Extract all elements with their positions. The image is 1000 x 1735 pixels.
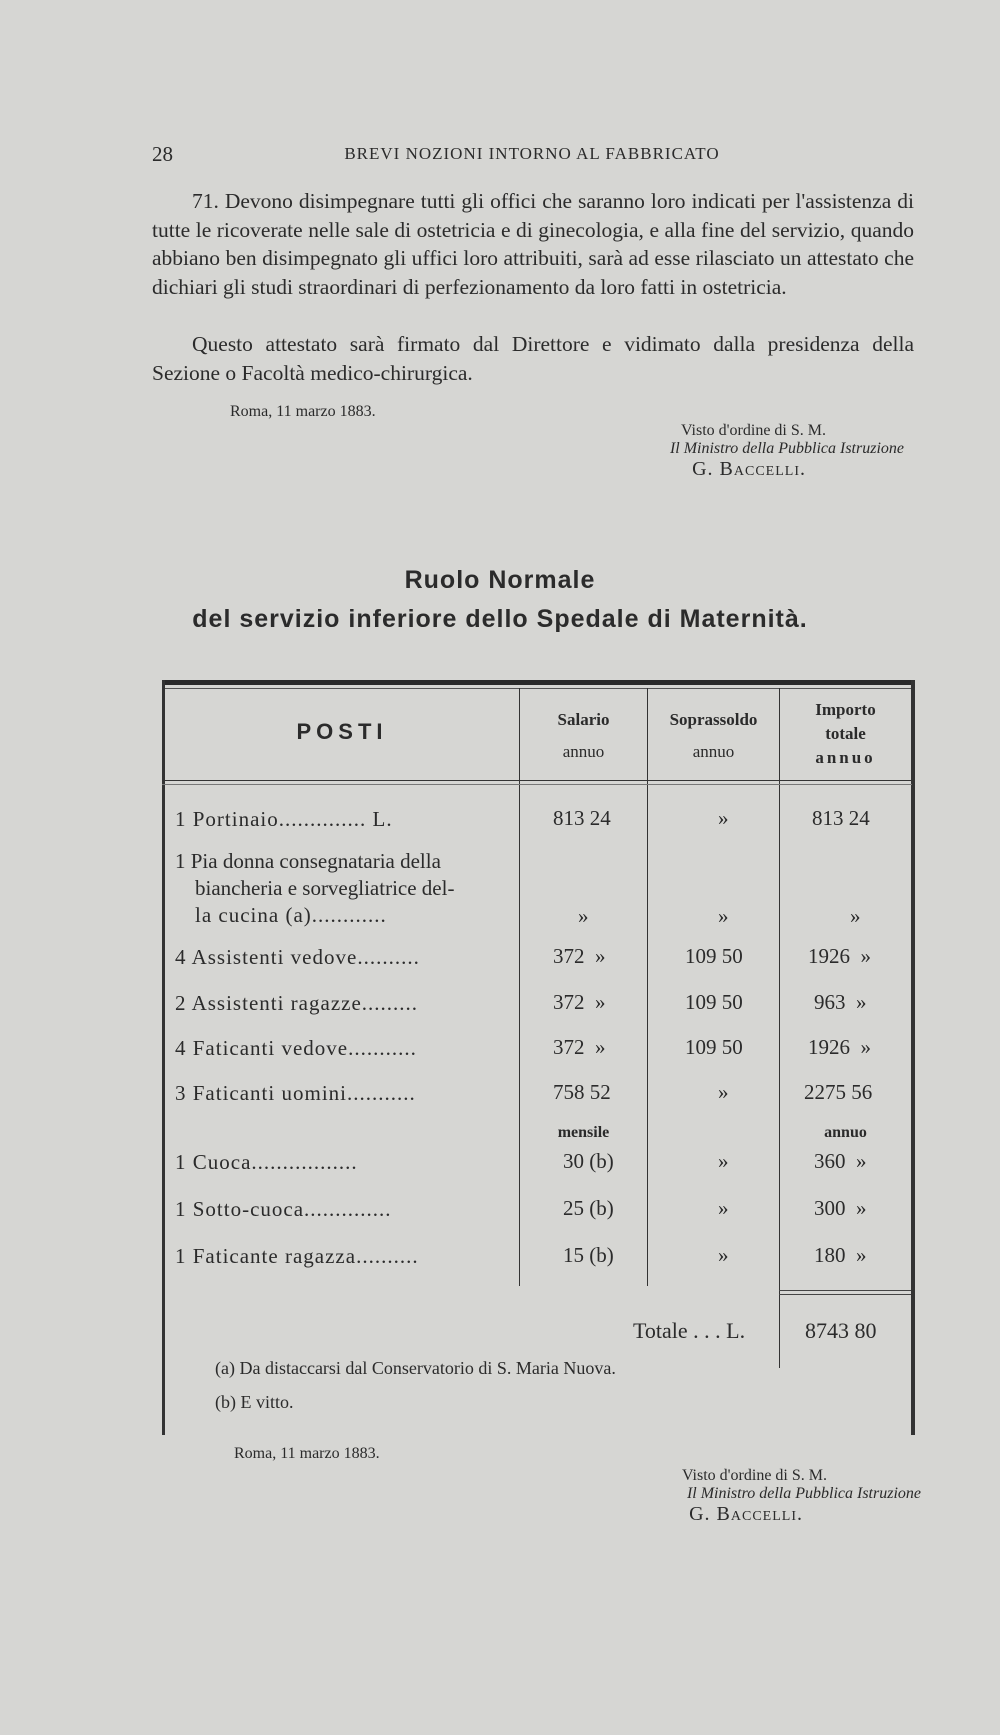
row-importo: 300 » [814,1196,867,1220]
row-salario: 30 (b) [563,1149,614,1173]
signature-name: G. Baccelli. [689,1503,803,1525]
signature-date: Roma, 11 marzo 1883. [234,1445,380,1462]
row-desc-line: biancheria e sorvegliatrice del- [195,876,455,900]
row-desc: 1 Portinaio.............. L. [175,807,393,831]
header-soprassoldo [648,708,779,764]
paragraph-text: Questo attestato sarà firmato dal Direttore e vidimato dalla presidenza della Sezione o Facoltà medico-chirurgica. [152,332,914,385]
running-title: BREVI NOZIONI INTORNO AL FABBRICATO [344,144,720,163]
row-soprassoldo: 109 50 [685,944,743,968]
header-importo-line: Importo [815,700,876,719]
header-posti: POSTI [296,719,388,744]
subheading-annuo: annuo [824,1124,867,1141]
row-desc: 1 Cuoca................. [175,1150,358,1174]
row-importo: » [850,904,861,928]
page-header [152,142,912,172]
header-soprassoldo-line: annuo [692,742,735,761]
row-desc: 1 Sotto-cuoca.............. [175,1197,392,1221]
header-importo-line: totale [825,724,866,743]
page-number: 28 [152,142,173,166]
footnote-a: (a) Da distaccarsi dal Conservatorio di S. Maria Nuova. [215,1358,616,1378]
row-soprassoldo: » [718,1149,729,1173]
signature-name: G. Baccelli. [692,458,806,480]
column-divider [647,688,648,1286]
subheading-mensile: mensile [557,1124,610,1141]
signature-line-ministro: Il Ministro della Pubblica Istruzione [669,440,904,457]
row-desc: 4 Faticanti vedove........... [175,1036,417,1060]
table-subtitle: del servizio inferiore dello Spedale di Maternità. [192,605,808,633]
column-divider [519,688,520,1286]
total-rule [779,1290,911,1291]
signature-block [682,1467,921,1526]
column-divider [779,688,780,1368]
row-salario: » [578,904,589,928]
header-salario-line: annuo [562,742,605,761]
signature-block [670,422,904,481]
row-salario: 372 » [553,990,606,1014]
table-right-border [911,680,915,1435]
row-importo: 360 » [814,1149,867,1173]
row-salario: 813 24 [553,806,611,830]
header-rule-thin [162,784,912,785]
row-importo: 1926 » [808,1035,871,1059]
header-salario [520,708,647,764]
header-soprassoldo-line: Soprassoldo [669,710,758,729]
paragraph-text: 71. Devono disimpegnare tutti gli offici che saranno loro indicati per l'assistenza di tutte le ricoverate nelle sale di ostetricia e di ginecologia, e alla fine del servizio, quando abbiano ben disimpegnato gli uffici loro attribuiti, sarà ad esse rilasciato un attestato che dichiari gli studi straordinari di perfezionamento da loro fatti in ostetricia. [152,189,914,299]
table-top-rule [162,680,914,685]
total-rule-thin [779,1294,911,1295]
row-salario: 372 » [553,1035,606,1059]
row-soprassoldo: 109 50 [685,1035,743,1059]
row-salario: 758 52 [553,1080,611,1104]
table-top-rule-thin [162,688,914,689]
row-importo: 1926 » [808,944,871,968]
row-importo: 963 » [814,990,867,1014]
row-salario: 372 » [553,944,606,968]
total-value: 8743 80 [805,1318,877,1343]
paragraph-71 [152,187,914,301]
total-label: Totale . . . L. [633,1318,746,1343]
row-importo: 2275 56 [804,1080,873,1104]
table-title: Ruolo Normale [404,566,596,594]
header-rule [162,780,912,781]
row-soprassoldo: » [718,904,729,928]
row-desc: 4 Assistenti vedove.......... [175,945,420,969]
row-desc: 1 Faticante ragazza.......... [175,1244,419,1268]
row-desc-line: 1 Pia donna consegnataria della [175,849,441,873]
header-importo [780,698,911,770]
row-soprassoldo: » [718,806,729,830]
signature-date: Roma, 11 marzo 1883. [230,403,376,420]
header-importo-line: annuo [815,748,876,767]
row-importo: 180 » [814,1243,867,1267]
row-desc: 2 Assistenti ragazze......... [175,991,419,1015]
row-soprassoldo: 109 50 [685,990,743,1014]
table-left-border [162,680,165,1435]
row-soprassoldo: » [718,1243,729,1267]
row-desc: 3 Faticanti uomini........... [175,1081,416,1105]
signature-line-visto: Visto d'ordine di S. M. [680,422,826,439]
signature-line-ministro: Il Ministro della Pubblica Istruzione [686,1485,921,1502]
row-salario: 15 (b) [563,1243,614,1267]
row-salario: 25 (b) [563,1196,614,1220]
row-desc-line: la cucina (a)............ [195,903,387,927]
row-soprassoldo: » [718,1196,729,1220]
row-soprassoldo: » [718,1080,729,1104]
row-importo: 813 24 [812,806,870,830]
header-salario-line: Salario [557,710,610,729]
paragraph-attestato [152,330,914,387]
footnote-b: (b) E vitto. [215,1392,294,1412]
signature-line-visto: Visto d'ordine di S. M. [681,1467,827,1484]
row-desc-multiline [175,848,505,929]
